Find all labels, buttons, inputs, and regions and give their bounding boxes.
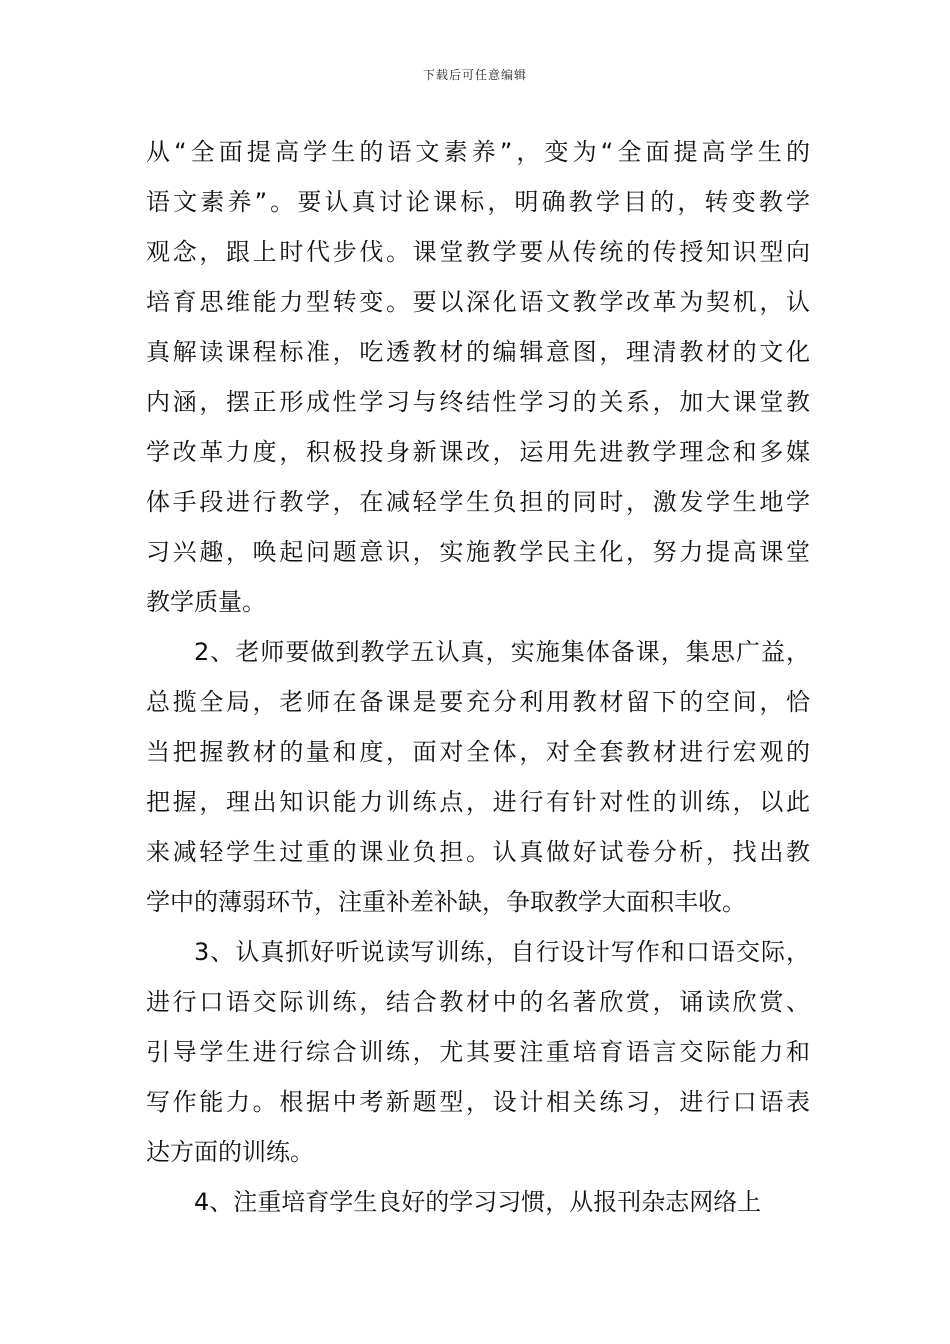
document-body — [146, 127, 810, 1227]
paragraph-2 — [146, 627, 810, 927]
paragraph-4 — [146, 1177, 810, 1227]
text-line: 教学质量。 — [146, 588, 266, 616]
text-line: 3、认真抓好听说读写训练，自行设计写作和口语交际， — [194, 938, 810, 966]
text-line: 习兴趣，唤起问题意识，实施教学民主化，努力提高课堂 — [146, 538, 810, 566]
text-line: 引导学生进行综合训练，尤其要注重培育语言交际能力和 — [146, 1038, 810, 1066]
text-line: 从“全面提高学生的语文素养”，变为“全面提高学生的 — [146, 138, 810, 166]
text-line: 当把握教材的量和度，面对全体，对全套教材进行宏观的 — [146, 738, 810, 766]
text-line: 学中的薄弱环节，注重补差补缺，争取教学大面积丰收。 — [146, 888, 746, 916]
text-line: 观念，跟上时代步伐。课堂教学要从传统的传授知识型向 — [146, 238, 810, 266]
text-line: 写作能力。根据中考新题型，设计相关练习，进行口语表 — [146, 1088, 810, 1116]
text-line: 进行口语交际训练，结合教材中的名著欣赏，诵读欣赏、 — [146, 988, 810, 1016]
page-header-note: 下载后可任意编辑 — [422, 68, 527, 82]
text-line: 培育思维能力型转变。要以深化语文教学改革为契机，认 — [146, 288, 810, 316]
paragraph-3 — [146, 927, 810, 1177]
text-line: 来减轻学生过重的课业负担。认真做好试卷分析，找出教 — [146, 838, 810, 866]
text-line: 真解读课程标准，吃透教材的编辑意图，理清教材的文化 — [146, 338, 810, 366]
text-line: 达方面的训练。 — [146, 1138, 314, 1166]
paragraph-1 — [146, 127, 810, 627]
text-line: 学改革力度，积极投身新课改，运用先进教学理念和多媒 — [146, 438, 810, 466]
text-line: 2、老师要做到教学五认真，实施集体备课，集思广益， — [194, 638, 810, 666]
text-line: 4、注重培育学生良好的学习习惯，从报刊杂志网络上 — [194, 1188, 762, 1216]
text-line: 总揽全局，老师在备课是要充分利用教材留下的空间，恰 — [146, 688, 810, 716]
text-line: 内涵，摆正形成性学习与终结性学习的关系，加大课堂教 — [146, 388, 810, 416]
text-line: 体手段进行教学，在减轻学生负担的同时，激发学生地学 — [146, 488, 810, 516]
text-line: 把握，理出知识能力训练点，进行有针对性的训练，以此 — [146, 788, 810, 816]
text-line: 语文素养”。要认真讨论课标，明确教学目的，转变教学 — [146, 188, 810, 216]
